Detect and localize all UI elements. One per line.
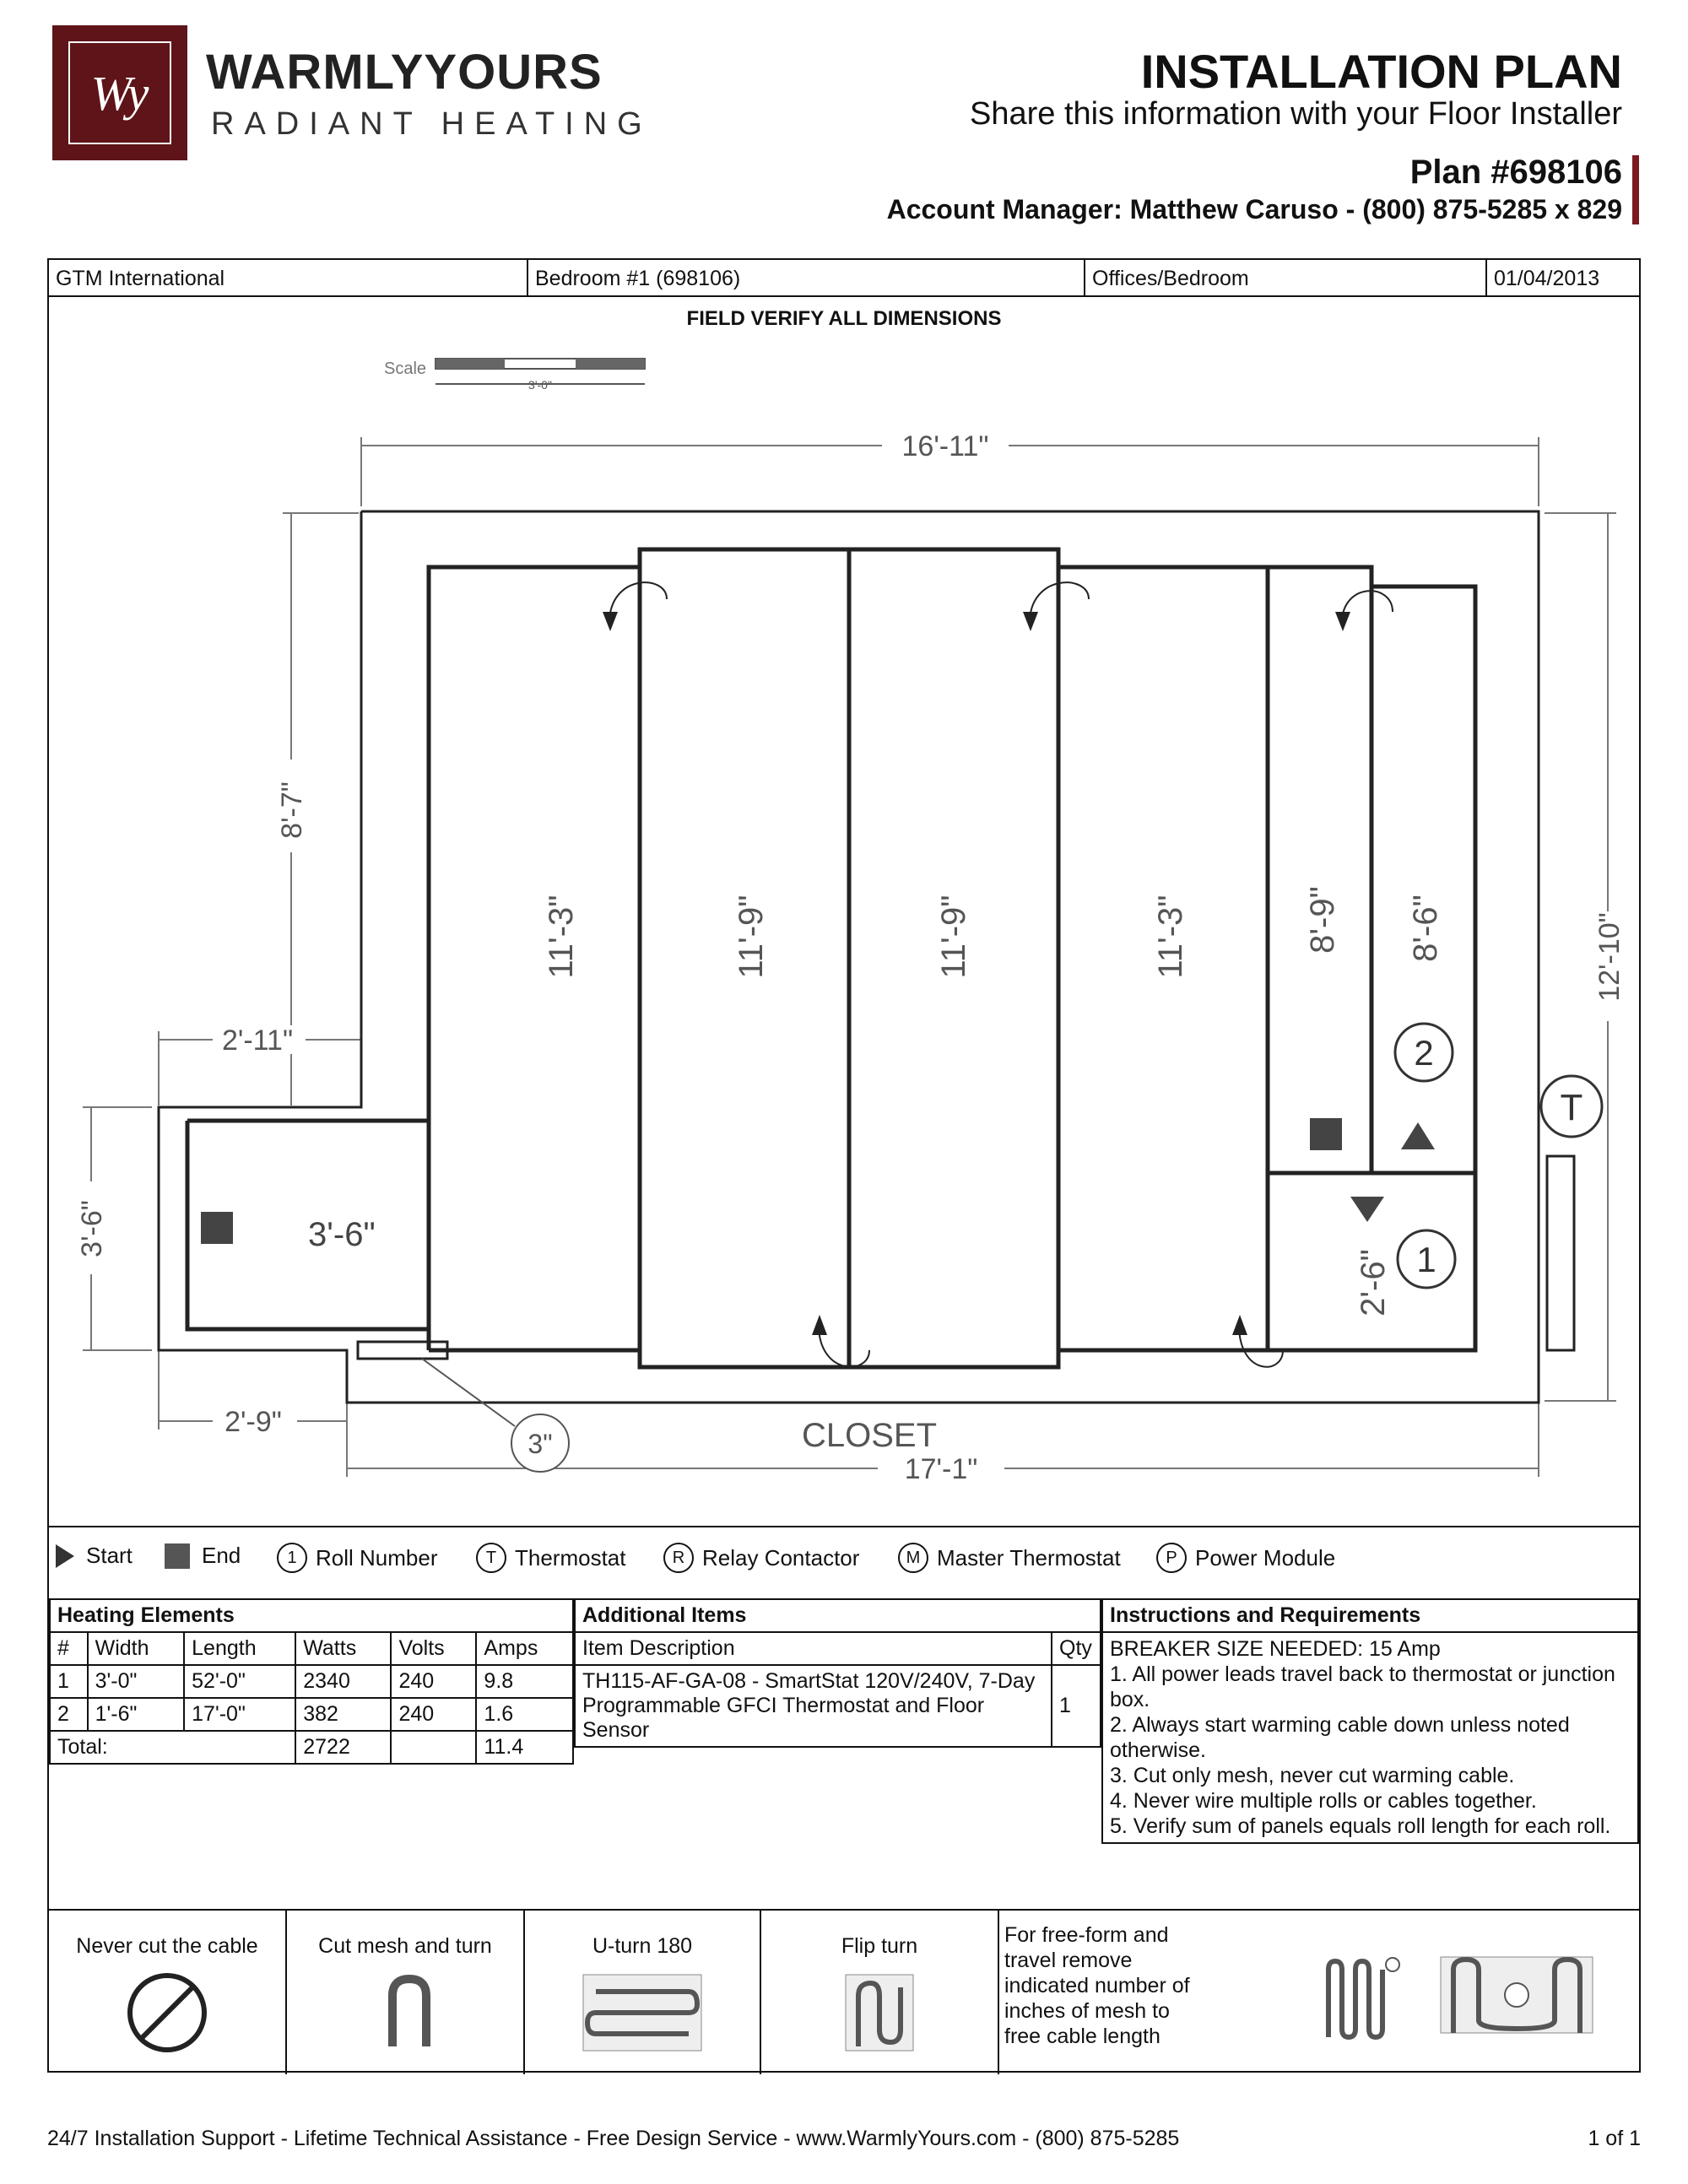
gap-leader bbox=[422, 1359, 515, 1426]
col-header: Volts bbox=[391, 1632, 476, 1665]
table-row: TH115-AF-GA-08 - SmartStat 120V/240V, 7-Day Programmable GFCI Thermostat and Floor Sensor 1 bbox=[575, 1665, 1101, 1747]
cut-mesh-icon bbox=[367, 1970, 443, 2055]
howto-free-form: For free-form and travel remove indicated number of inches of mesh to free cable length bbox=[999, 1911, 1639, 2074]
free-form-mesh-icon bbox=[1436, 1953, 1597, 2037]
legend-start: Start bbox=[56, 1543, 133, 1569]
thermostat-icon: T bbox=[476, 1543, 506, 1573]
howto-flip-turn: Flip turn bbox=[761, 1911, 999, 2074]
instruction-item: 1. All power leads travel back to thermostat or junction box. bbox=[1110, 1662, 1615, 1711]
dim-bottom: 17'-1" bbox=[904, 1453, 978, 1485]
run-length: 11'-9" bbox=[733, 895, 770, 979]
additional-items-table bbox=[574, 1598, 1101, 1748]
no-cut-icon bbox=[125, 1970, 209, 2055]
run-length: 11'-3" bbox=[1152, 895, 1189, 979]
dim-right: 12'-10" bbox=[1593, 912, 1626, 1002]
heating-mat-layout bbox=[187, 549, 1475, 1367]
door bbox=[1547, 1156, 1574, 1350]
turn-arrows bbox=[609, 582, 1393, 1367]
legend-power-module: P Power Module bbox=[1156, 1543, 1335, 1573]
field-verify-note: FIELD VERIFY ALL DIMENSIONS bbox=[686, 307, 1002, 330]
run-length: 2'-6" bbox=[1355, 1249, 1392, 1316]
legend-roll-number: 1 Roll Number bbox=[277, 1543, 438, 1573]
page-title: INSTALLATION PLAN bbox=[1140, 45, 1622, 98]
total-row: Total: 2722 11.4 bbox=[50, 1731, 573, 1764]
logo-monogram: Wy bbox=[68, 41, 171, 144]
start-icon bbox=[56, 1544, 74, 1568]
col-header: Watts bbox=[295, 1632, 391, 1665]
direction-arrows bbox=[603, 612, 1350, 1335]
footer-support: 24/7 Installation Support - Lifetime Technical Assistance - Free Design Service - www.WarmlyYours.com - (800) 875-5285 bbox=[47, 2127, 1180, 2150]
gap-label: 3" bbox=[528, 1429, 553, 1459]
howto-never-cut: Never cut the cable bbox=[49, 1911, 287, 2074]
start-marker bbox=[1401, 1122, 1435, 1149]
col-header: Qty bbox=[1052, 1632, 1101, 1665]
breaker-size: BREAKER SIZE NEEDED: 15 Amp bbox=[1110, 1637, 1441, 1661]
dim-notch-bottom: 2'-9" bbox=[225, 1406, 282, 1438]
heating-elements-table bbox=[49, 1598, 574, 1765]
account-manager: Account Manager: Matthew Caruso - (800) 875-5285 x 829 bbox=[886, 194, 1622, 224]
page-number: 1 of 1 bbox=[1588, 2127, 1641, 2150]
instructions-table bbox=[1101, 1598, 1639, 1844]
table-row: 1 3'-0" 52'-0" 2340 240 9.8 bbox=[50, 1665, 573, 1698]
brand-tagline: RADIANT HEATING bbox=[211, 106, 652, 142]
page-subtitle: Share this information with your Floor Installer bbox=[970, 96, 1622, 132]
info-room: Bedroom #1 (698106) bbox=[528, 258, 1085, 297]
run-length: 8'-6" bbox=[1407, 895, 1444, 962]
legend bbox=[51, 1527, 1637, 1581]
end-marker bbox=[1310, 1118, 1342, 1150]
u-turn-icon bbox=[579, 1970, 706, 2055]
roll-number: 2 bbox=[1414, 1033, 1434, 1073]
plan-number: Plan #698106 bbox=[1409, 154, 1622, 191]
howto-u-turn: U-turn 180 bbox=[525, 1911, 761, 2074]
col-header: Length bbox=[184, 1632, 295, 1665]
power-module-icon: P bbox=[1156, 1543, 1187, 1573]
run-length: 11'-9" bbox=[935, 895, 972, 979]
legend-thermostat: T Thermostat bbox=[476, 1543, 626, 1573]
legend-relay-contactor: R Relay Contactor bbox=[663, 1543, 859, 1573]
end-marker bbox=[201, 1212, 233, 1244]
heating-elements-title: Heating Elements bbox=[50, 1599, 573, 1632]
scale-label: Scale bbox=[384, 359, 427, 378]
free-form-icon bbox=[1320, 1953, 1404, 2046]
col-header: # bbox=[50, 1632, 88, 1665]
col-header: Width bbox=[88, 1632, 185, 1665]
howto-cut-mesh: Cut mesh and turn bbox=[287, 1911, 525, 2074]
instruction-item: 2. Always start warming cable down unless noted otherwise. bbox=[1110, 1713, 1570, 1762]
dim-left-lower: 3'-6" bbox=[76, 1200, 108, 1257]
dim-left-upper: 8'-7" bbox=[276, 781, 308, 839]
instruction-item: 5. Verify sum of panels equals roll length for each roll. bbox=[1110, 1814, 1611, 1838]
closet-label: CLOSET bbox=[801, 1417, 938, 1454]
run-length: 11'-3" bbox=[543, 895, 580, 979]
roll-number-icon: 1 bbox=[277, 1543, 307, 1573]
dim-notch-top: 2'-11" bbox=[221, 1024, 294, 1057]
info-date: 01/04/2013 bbox=[1487, 258, 1641, 297]
thermostat-label: T bbox=[1560, 1087, 1583, 1128]
small-area-label: 3'-6" bbox=[308, 1216, 376, 1253]
info-type: Offices/Bedroom bbox=[1085, 258, 1487, 297]
instructions-title: Instructions and Requirements bbox=[1102, 1599, 1638, 1632]
flip-turn-icon bbox=[841, 1970, 917, 2055]
roll-number: 1 bbox=[1416, 1240, 1436, 1279]
table-row: 2 1'-6" 17'-0" 382 240 1.6 bbox=[50, 1698, 573, 1731]
legend-master-thermostat: M Master Thermostat bbox=[898, 1543, 1121, 1573]
master-thermostat-icon: M bbox=[898, 1543, 928, 1573]
info-company: GTM International bbox=[47, 258, 528, 297]
legend-end: End bbox=[165, 1543, 241, 1569]
instruction-item: 3. Cut only mesh, never cut warming cable. bbox=[1110, 1764, 1515, 1787]
howto-row bbox=[49, 1909, 1639, 2074]
relay-contactor-icon: R bbox=[663, 1543, 694, 1573]
additional-items-title: Additional Items bbox=[575, 1599, 1101, 1632]
scale-value: 3'-0" bbox=[528, 378, 552, 392]
col-header: Amps bbox=[476, 1632, 573, 1665]
instruction-item: 4. Never wire multiple rolls or cables together. bbox=[1110, 1789, 1537, 1813]
start-marker bbox=[1350, 1197, 1384, 1222]
run-length: 8'-9" bbox=[1304, 886, 1341, 954]
dim-top: 16'-11" bbox=[901, 430, 989, 462]
brand-name: WARMLYYOURS bbox=[206, 45, 603, 100]
end-icon bbox=[165, 1543, 190, 1569]
col-header: Item Description bbox=[575, 1632, 1052, 1665]
